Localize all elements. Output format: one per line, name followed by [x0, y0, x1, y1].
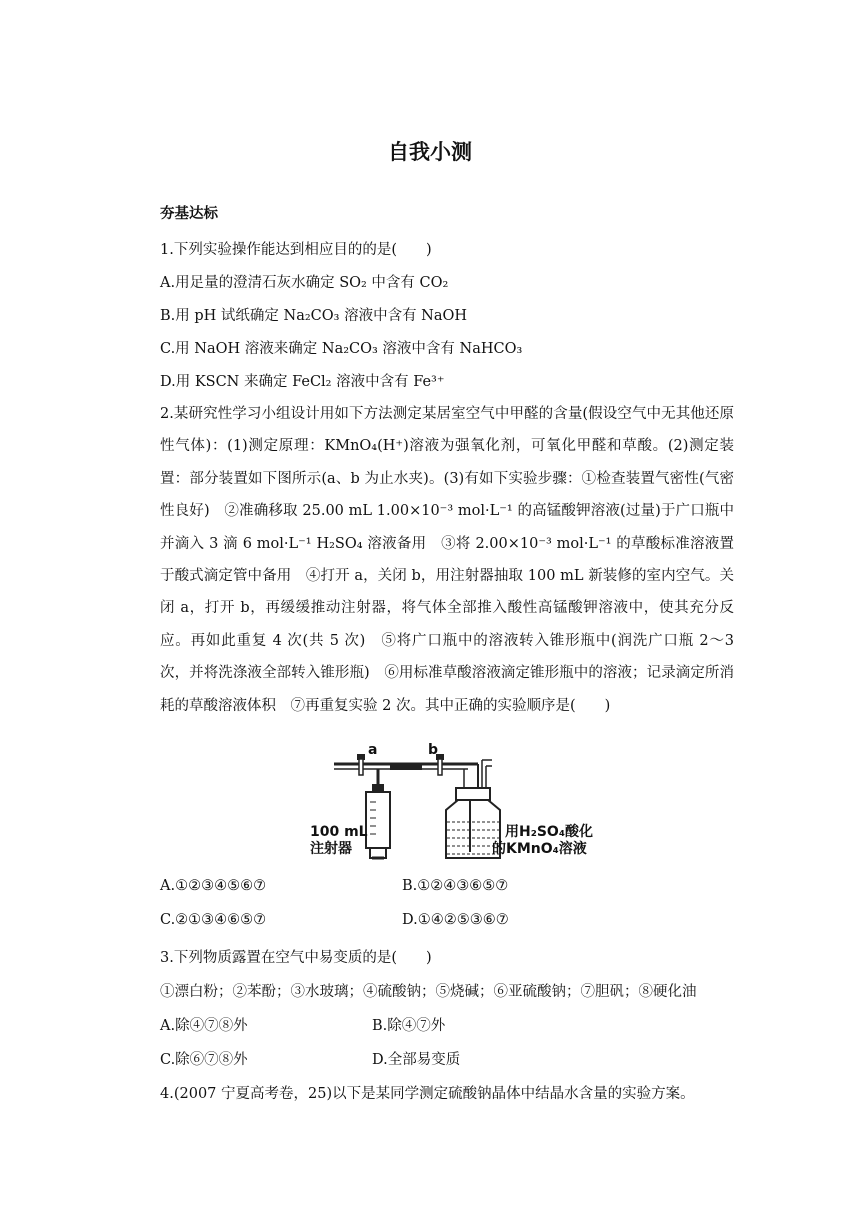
syringe-label-2: 注射器	[310, 841, 352, 857]
question-3-option-d: D.全部易变质	[372, 1052, 461, 1068]
question-1-option-a: A.用足量的澄清石灰水确定 SO₂ 中含有 CO₂	[160, 275, 449, 291]
question-1-option-c: C.用 NaOH 溶液来确定 Na₂CO₃ 溶液中含有 NaHCO₃	[160, 341, 523, 357]
label-b: b	[428, 742, 439, 758]
question-3-option-a: A.除④⑦⑧外	[160, 1018, 248, 1034]
question-3-option-b: B.除④⑦外	[372, 1018, 446, 1034]
label-a: a	[368, 742, 378, 758]
question-1-stem: 1.下列实验操作能达到相应目的的是( )	[160, 242, 432, 258]
question-4-stem: 4.(2007 宁夏高考卷，25)以下是某同学测定硫酸钠晶体中结晶水含量的实验方案。	[160, 1086, 695, 1102]
question-2-text: 2.某研究性学习小组设计用如下方法测定某居室空气中甲醛的含量(假设空气中无其他还原性气体)：(1)测定原理：KMnO₄(H⁺)溶液为强氧化剂，可氧化甲醛和草酸。(2)测定装置：部分装置如下图所示(a、b 为止水夹)。(3)有如下实验步骤：①检查装置气密性(气密性良好) ②准确移取 25.00 mL 1.00×10⁻³ mol·L⁻¹ 的高锰酸钾溶液(过量)于广口瓶中并滴入 3 滴 6 mol·L⁻¹ H₂SO₄ 溶液备用 ③将 2.00×10⁻³ mol·L⁻¹ 的草酸标准溶液置于酸式滴定管中备用 ④打开 a，关闭 b，用注射器抽取 100 mL 新装修的室内空气。关闭 a，打开 b，再缓缓推动注射器，将气体全部推入酸性高锰酸钾溶液中，使其充分反应。再如此重复 4 次(共 5 次) ⑤将广口瓶中的溶液转入锥形瓶中(润洗广口瓶 2～3 次，并将洗涤液全部转入锥形瓶) ⑥用标准草酸溶液滴定锥形瓶中的溶液；记录滴定所消耗的草酸溶液体积 ⑦再重复实验 2 次。其中正确的实验顺序是( )	[160, 406, 734, 714]
question-1-option-d: D.用 KSCN 来确定 FeCl₂ 溶液中含有 Fe³⁺	[160, 374, 445, 390]
syringe-icon	[366, 784, 390, 858]
question-2-option-c: C.②①③④⑥⑤⑦	[160, 912, 267, 928]
question-2-option-a: A.①②③④⑤⑥⑦	[160, 878, 267, 894]
section-heading: 夯基达标	[160, 206, 218, 222]
question-3-items: ①漂白粉；②苯酚；③水玻璃；④硫酸钠；⑤烧碱；⑥亚硫酸钠；⑦胆矾；⑧硬化油	[160, 984, 697, 1000]
syringe-label-1: 100 mL	[310, 824, 368, 840]
question-2-option-d: D.①④②⑤③⑥⑦	[402, 912, 509, 928]
bottle-label-1: 用H₂SO₄酸化	[505, 824, 593, 840]
question-2-option-b: B.①②④③⑥⑤⑦	[402, 878, 509, 894]
bottle-label-2: 的KMnO₄溶液	[492, 841, 587, 857]
question-1-option-b: B.用 pH 试纸确定 Na₂CO₃ 溶液中含有 NaOH	[160, 308, 468, 324]
question-3-stem: 3.下列物质露置在空气中易变质的是( )	[160, 950, 432, 966]
page-title: 自我小测	[388, 140, 472, 164]
apparatus-figure	[300, 742, 600, 864]
question-3-option-c: C.除⑥⑦⑧外	[160, 1052, 248, 1068]
